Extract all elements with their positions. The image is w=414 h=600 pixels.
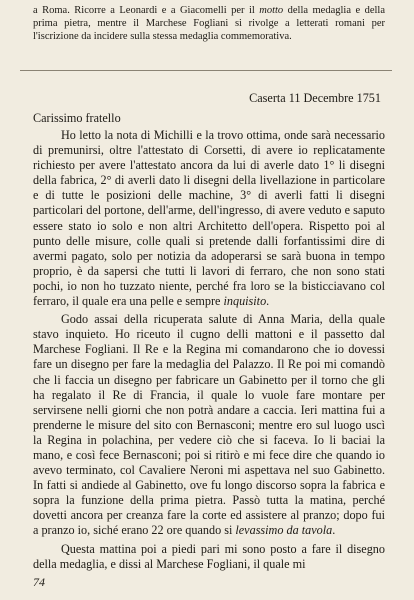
intro-note xyxy=(33,4,385,44)
paragraph-1-text: Ho letto la nota di Michilli e la trovo ottima, onde sarà necessario di premunirsi, oltre l'attestato di Corsetti, di avere io replicatamente richiesto per avere l'attestato ancora da lui di averle dato 1° li disegni della fabrica, 2° di averli dato li disegni della livellazione in particolare e di tutte le posizioni delle machine, 3° di averli fatti li disegni particolari del portone, dell'arme, dell'ingresso, di avere veduto e saputo essere stato io solo e non altri Architetto dell'opera. Rispetto poi al punto delle misure, colle quali si pretende dalli forfantissimi dire di avermi pagato, solo per notizia da adoperarsi se sarà buona in tempo proprio, è da sapersi che tutti li lavori di ferraro, che non sono stati pochi, io non ho tuzzato niente, perché fra loro se la bisticciavano col ferraro, il quale era una pelle e sempre xyxy=(33,128,385,309)
letter-dateline: Caserta 11 Decembre 1751 xyxy=(249,91,381,105)
letter-paragraph-2 xyxy=(33,312,385,538)
paragraph-1-italic: inquisito xyxy=(223,294,267,309)
section-divider xyxy=(20,70,392,71)
letter-salutation: Carissimo fratello xyxy=(33,111,121,125)
letter-body xyxy=(33,128,385,575)
paragraph-1-end: . xyxy=(266,294,270,309)
letter-paragraph-3: Questa mattina poi a piedi pari mi sono posto a fare il disegno della medaglia, e dissi al Marchese Fogliani, il quale mi xyxy=(33,541,385,571)
intro-italic-motto: motto xyxy=(259,5,284,16)
page-number: 74 xyxy=(33,575,45,589)
paragraph-2-italic: levassimo da tavola xyxy=(235,523,333,538)
intro-text: a Roma. Ricorre a Leonardi e a Giacomelli per il xyxy=(33,5,260,16)
intro-paragraph xyxy=(33,4,385,44)
paragraph-2-end: . xyxy=(332,523,336,538)
intro-text-rest: della medaglia e della prima pietra, mentre il Marchese Fogliani si rivolge a letterati romani per l'iscrizione da incidere sulla stessa medaglia commemorativa. xyxy=(33,5,385,43)
paragraph-2-text: Godo assai della ricuperata salute di Anna Maria, della quale stavo inquieto. Ho riceuto il cugno delli mattoni e il passetto dal Marchese Fogliani. Il Re e la Regina mi comandarono che io dovessi fare un disegno per fare la medaglia del Palazzo. Il Re poi mi comandò che li faccia un disegno per fabricare un Gabinetto per il torno che gli ha regalato il Re di Francia, il quale lo vuole fare montare per servirsene nelli giorni che non potrà andare a caccia. Ieri mattina fui a prenderne le misure del sito con Bernasconi; mentre ero sul luogo uscì la Regina in polachina, per vedere ciò che si faceva. Io li baciai la mano, e così fece Bernasconi; poi si ritirò e mi fece dire che quando io avevo terminato, col Cavaliere Neroni mi aspettava nel suo Gabinetto. In fatti si andiede al Gabinetto, ove fu longo discorso sopra la fabrica e sopra la funzione della prima pietra. Passò tutta la matina, perché dovetti ancora per creanza fare la corte ed assistere al pranzo; dopo fui a pranzo io, siché erano 22 ore quando si xyxy=(33,312,385,538)
letter-paragraph-1 xyxy=(33,128,385,309)
